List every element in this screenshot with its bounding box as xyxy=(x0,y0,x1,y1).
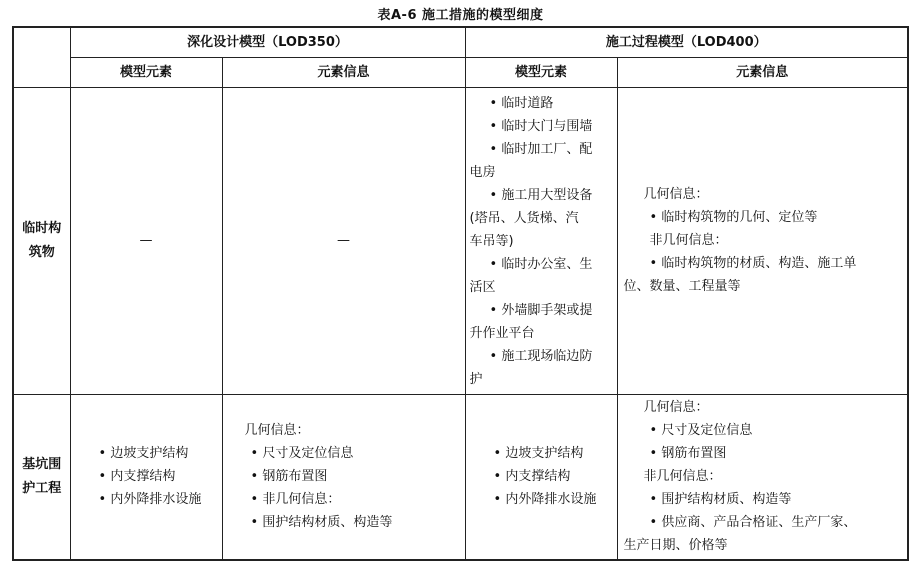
lod350-info-cell: — xyxy=(222,87,465,394)
row-label-line: 护工程 xyxy=(22,480,62,496)
list-item-cont: 电房 xyxy=(469,164,496,180)
lod400-elem-cell xyxy=(465,87,617,394)
row-label-temp-structures xyxy=(13,87,70,394)
list-item-cont: 活区 xyxy=(469,279,496,295)
list-item: • 边坡支护结构 xyxy=(474,442,611,465)
row-label-line: 临时构 xyxy=(22,220,62,236)
list-item: • 施工用大型设备 xyxy=(470,184,611,207)
list-item: • 尺寸及定位信息 xyxy=(229,442,459,465)
list-item: • 边坡支护结构 xyxy=(79,442,216,465)
row-label-pit-support xyxy=(13,394,70,560)
subheader-lod400-info: 元素信息 xyxy=(617,57,908,87)
info-heading: 几何信息： xyxy=(643,187,709,202)
lod400-info-cell xyxy=(617,394,908,560)
list-item: • 临时大门与围墙 xyxy=(470,115,611,138)
header-lod350: 深化设计模型（LOD350） xyxy=(70,27,465,57)
row-label-line: 筑物 xyxy=(28,244,55,260)
list-item: • 钢筋布置图 xyxy=(229,465,459,488)
lod400-info-cell xyxy=(617,87,908,394)
list-item-cont: 护 xyxy=(469,371,483,387)
list-item: • 钢筋布置图 xyxy=(624,442,902,465)
lod350-elem-cell: — xyxy=(70,87,222,394)
lod400-elem-cell xyxy=(465,394,617,560)
info-heading: 非几何信息： xyxy=(643,469,722,485)
list-item: • 非几何信息： xyxy=(229,488,459,511)
lod350-info-cell xyxy=(222,394,465,560)
list-item-cont: 生产日期、价格等 xyxy=(623,538,728,554)
list-item-cont: 升作业平台 xyxy=(469,325,535,341)
list-item: • 临时构筑物的几何、定位等 xyxy=(624,206,902,229)
list-item: • 内外降排水设施 xyxy=(474,488,611,511)
list-item: • 施工现场临边防 xyxy=(470,345,611,368)
list-item: • 临时构筑物的材质、构造、施工单 xyxy=(624,252,902,275)
list-item: • 外墙脚手架或提 xyxy=(470,299,611,322)
info-heading: 几何信息： xyxy=(244,423,310,439)
table-caption: 表A-6 施工措施的模型细度 xyxy=(377,8,544,23)
list-item-cont: (塔吊、人货梯、汽 xyxy=(469,210,579,226)
subheader-lod350-info: 元素信息 xyxy=(222,57,465,87)
list-item-cont: 车吊等) xyxy=(469,233,514,249)
list-item: • 内支撑结构 xyxy=(474,465,611,488)
list-item: • 围护结构材质、构造等 xyxy=(624,488,902,511)
model-detail-table xyxy=(12,26,909,561)
list-item: • 临时道路 xyxy=(470,92,611,115)
info-heading: 几何信息： xyxy=(643,400,709,416)
header-lod400: 施工过程模型（LOD400） xyxy=(465,27,908,57)
subheader-lod350-elem: 模型元素 xyxy=(70,57,222,87)
list-item-cont: 位、数量、工程量等 xyxy=(623,279,741,294)
table-row xyxy=(13,87,908,394)
info-heading: 非几何信息： xyxy=(649,233,728,248)
lod350-elem-cell xyxy=(70,394,222,560)
corner-cell xyxy=(13,27,70,87)
list-item: • 内支撑结构 xyxy=(79,465,216,488)
table-row xyxy=(13,394,908,560)
list-item: • 尺寸及定位信息 xyxy=(624,419,902,442)
list-item: • 供应商、产品合格证、生产厂家、 xyxy=(624,511,902,534)
row-label-line: 基坑围 xyxy=(22,456,62,472)
list-item: • 围护结构材质、构造等 xyxy=(229,511,459,534)
list-item: • 内外降排水设施 xyxy=(79,488,216,511)
list-item: • 临时办公室、生 xyxy=(470,253,611,276)
list-item: • 临时加工厂、配 xyxy=(470,138,611,161)
subheader-lod400-elem: 模型元素 xyxy=(465,57,617,87)
